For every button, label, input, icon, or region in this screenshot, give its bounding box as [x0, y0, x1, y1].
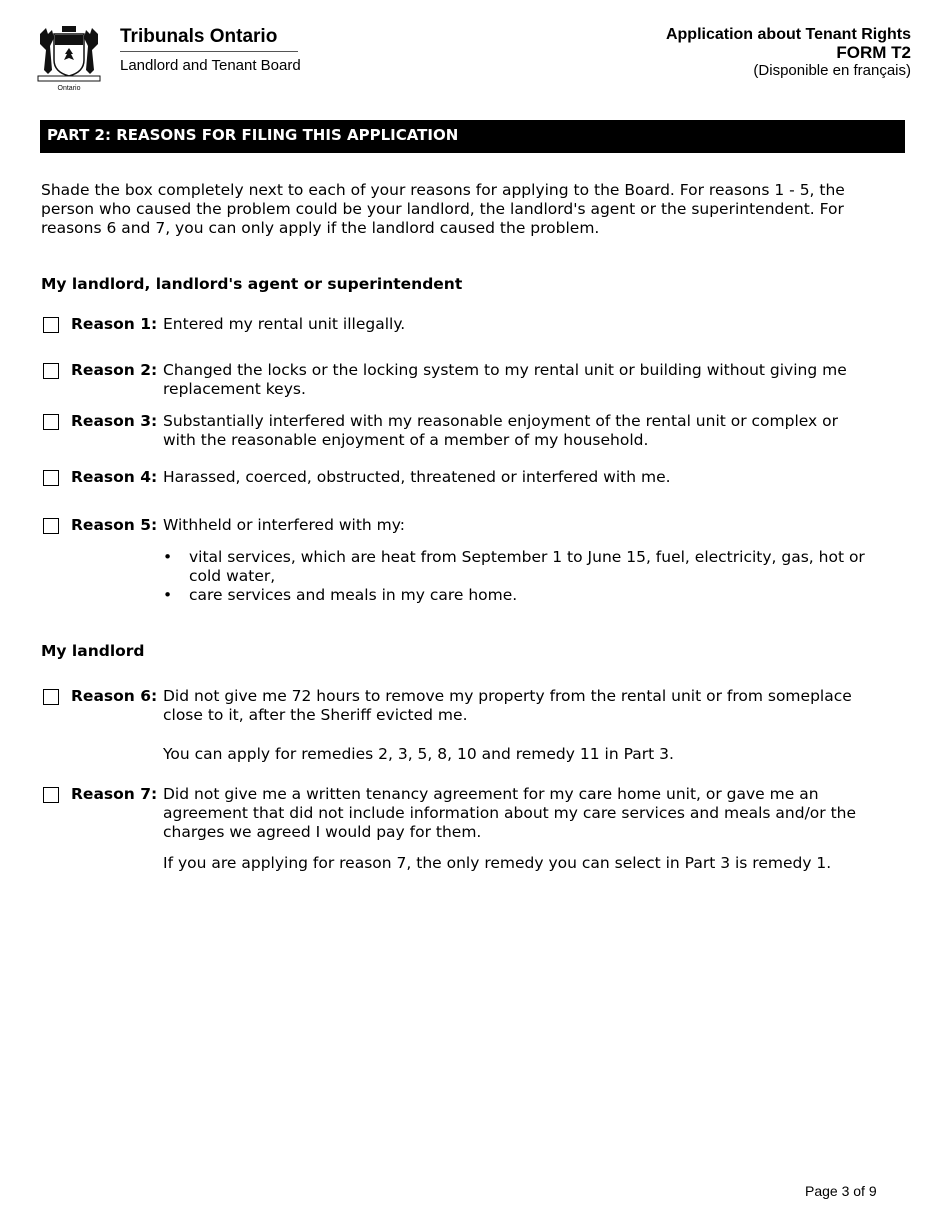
reason-4-row: [43, 470, 893, 510]
reason-5-label: Reason 5:: [71, 516, 158, 534]
reason-2-label: Reason 2:: [71, 361, 158, 379]
reason-7-label: Reason 7:: [71, 785, 158, 803]
org-subtitle: Landlord and Tenant Board: [120, 57, 301, 74]
reason-2-text: Changed the locks or the locking system to my rental unit or building without giving me replacement keys.: [163, 361, 847, 398]
form-title: Application about Tenant Rights: [665, 26, 911, 43]
part-title-bar: PART 2: REASONS FOR FILING THIS APPLICATION: [40, 120, 905, 153]
reason-4-checkbox[interactable]: [43, 470, 59, 486]
reason-7-text: Did not give me a written tenancy agreement for my care home unit, or gave me an agreement that did not include information about my care services and meals and/or the charges we agreed I would pay for them.: [163, 785, 857, 841]
reason-4-text: Harassed, coerced, obstructed, threatened or interfered with me.: [163, 468, 671, 486]
page-number: Page 3 of 9: [805, 1183, 877, 1199]
reason-4-label: Reason 4:: [71, 468, 158, 486]
bullet-icon: •: [163, 548, 173, 566]
section-heading-landlord: My landlord: [41, 642, 145, 660]
reason-3-text: Substantially interfered with my reasonable enjoyment of the rental unit or complex or with the reasonable enjoyment of a member of my household.: [163, 412, 839, 449]
french-note: (Disponible en français): [753, 62, 911, 79]
form-code: FORM T2: [836, 43, 911, 62]
intro-paragraph: Shade the box completely next to each of your reasons for applying to the Board. For reasons 1 - 5, the person who caused the problem could be your landlord, the landlord's agent or the superintendent. For reasons 6 and 7, you can only apply if the landlord caused the problem.: [41, 181, 845, 237]
coat-caption: Ontario: [57, 85, 81, 92]
reason-2-row: [43, 363, 893, 403]
tribunals-ontario-logo: [36, 24, 316, 94]
reason-6-note: You can apply for remedies 2, 3, 5, 8, 10 and remedy 11 in Part 3.: [163, 745, 674, 763]
reason-7-row: [43, 785, 893, 841]
bullet-text: care services and meals in my care home.: [189, 586, 518, 604]
reason-3-label: Reason 3:: [71, 412, 158, 430]
org-name: Tribunals Ontario: [120, 26, 278, 47]
reason-1-checkbox[interactable]: [43, 317, 59, 333]
reason-7-note: If you are applying for reason 7, the only remedy you can select in Part 3 is remedy 1.: [163, 854, 832, 872]
reason-6-row: [43, 689, 893, 729]
reason-7-checkbox[interactable]: [43, 787, 59, 803]
reason-1-label: Reason 1:: [71, 315, 158, 333]
reason-3-checkbox[interactable]: [43, 414, 59, 430]
ontario-coat-of-arms-icon: [36, 24, 102, 94]
bullet-icon: •: [163, 586, 173, 604]
reason-5-text: Withheld or interfered with my:: [163, 516, 406, 534]
org-divider: [120, 51, 298, 52]
reason-6-label: Reason 6:: [71, 687, 158, 705]
section-heading-landlord-agent-superintendent: My landlord, landlord's agent or superintendent: [41, 275, 463, 293]
form-header: [666, 26, 911, 80]
reason-6-text: Did not give me 72 hours to remove my property from the rental unit or from someplace close to it, after the Sheriff evicted me.: [163, 687, 852, 724]
reason-6-checkbox[interactable]: [43, 689, 59, 705]
reason-5-bullet-list: [163, 548, 883, 605]
reason-3-row: [43, 414, 893, 454]
reason-1-row: [43, 317, 893, 357]
reason-5-checkbox[interactable]: [43, 518, 59, 534]
list-item: [163, 586, 883, 605]
list-item: [163, 548, 883, 586]
bullet-text: vital services, which are heat from September 1 to June 15, fuel, electricity, gas, hot or cold water,: [189, 548, 865, 585]
reason-2-checkbox[interactable]: [43, 363, 59, 379]
reason-1-text: Entered my rental unit illegally.: [163, 315, 406, 333]
